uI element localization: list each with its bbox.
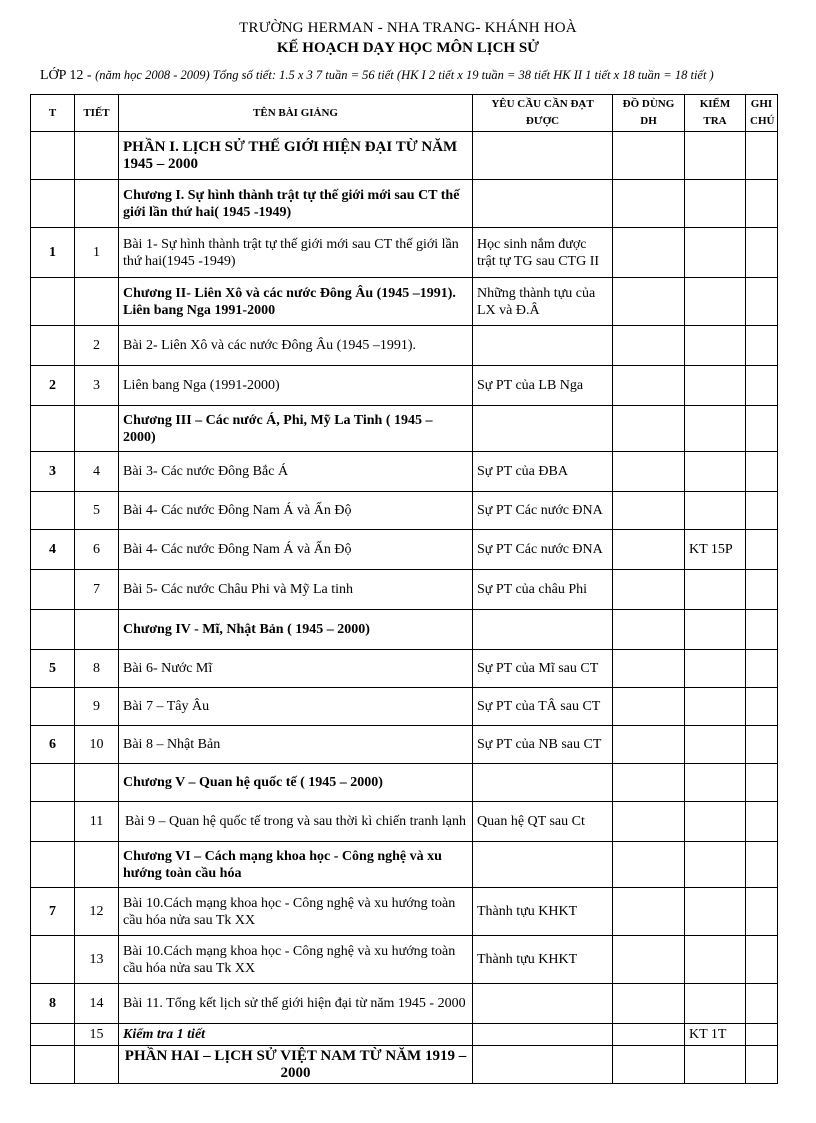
cell-lesson: Bài 3- Các nước Đông Bắc Á xyxy=(119,452,473,492)
cell-tools xyxy=(613,180,685,228)
table-row xyxy=(31,888,778,936)
cell-t xyxy=(31,842,75,888)
cell-requirement: Sự PT của NB sau CT xyxy=(473,726,613,764)
table-row xyxy=(31,278,778,326)
table-row xyxy=(31,570,778,610)
cell-note xyxy=(746,726,778,764)
cell-tools xyxy=(613,530,685,570)
table-row xyxy=(31,132,778,180)
school-name: TRƯỜNG HERMAN - NHA TRANG- KHÁNH HOÀ xyxy=(239,20,577,36)
table-row xyxy=(31,650,778,688)
cell-t xyxy=(31,326,75,366)
cell-tools xyxy=(613,326,685,366)
cell-note xyxy=(746,228,778,278)
cell-tiet xyxy=(75,132,119,180)
cell-requirement: Thành tựu KHKT xyxy=(473,936,613,984)
cell-requirement: Sự PT của TÂ sau CT xyxy=(473,688,613,726)
cell-test xyxy=(685,452,746,492)
col-header-lesson: TÊN BÀI GIẢNG xyxy=(119,95,473,132)
table-row xyxy=(31,228,778,278)
cell-test: KT 15P xyxy=(685,530,746,570)
cell-t: 6 xyxy=(31,726,75,764)
cell-note xyxy=(746,452,778,492)
cell-tiet xyxy=(75,278,119,326)
cell-requirement xyxy=(473,326,613,366)
cell-t xyxy=(31,492,75,530)
cell-tools xyxy=(613,764,685,802)
cell-lesson: Bài 9 – Quan hệ quốc tế trong và sau thời kì chiến tranh lạnh xyxy=(119,802,473,842)
cell-note xyxy=(746,180,778,228)
cell-tools xyxy=(613,366,685,406)
cell-note xyxy=(746,132,778,180)
cell-tools xyxy=(613,132,685,180)
cell-note xyxy=(746,936,778,984)
cell-note xyxy=(746,492,778,530)
cell-tools xyxy=(613,228,685,278)
cell-tiet: 13 xyxy=(75,936,119,984)
cell-lesson: Bài 1- Sự hình thành trật tự thế giới mới sau CT thế giới lần thứ hai(1945 -1949) xyxy=(119,228,473,278)
cell-tiet: 9 xyxy=(75,688,119,726)
cell-tools xyxy=(613,1046,685,1084)
cell-note xyxy=(746,570,778,610)
table-row xyxy=(31,842,778,888)
cell-test xyxy=(685,326,746,366)
cell-note xyxy=(746,802,778,842)
cell-tools xyxy=(613,452,685,492)
cell-test xyxy=(685,366,746,406)
cell-requirement: Quan hệ QT sau Ct xyxy=(473,802,613,842)
table-row xyxy=(31,180,778,228)
cell-tiet xyxy=(75,180,119,228)
cell-t: 5 xyxy=(31,650,75,688)
cell-tiet xyxy=(75,610,119,650)
cell-lesson: Bài 8 – Nhật Bản xyxy=(119,726,473,764)
cell-requirement xyxy=(473,180,613,228)
cell-tiet xyxy=(75,1046,119,1084)
cell-requirement xyxy=(473,1046,613,1084)
cell-t: 1 xyxy=(31,228,75,278)
cell-test xyxy=(685,936,746,984)
cell-requirement: Sự PT Các nước ĐNA xyxy=(473,492,613,530)
cell-lesson: Bài 11. Tổng kết lịch sử thế giới hiện đại từ năm 1945 - 2000 xyxy=(119,984,473,1024)
cell-requirement: Sự PT của ĐBA xyxy=(473,452,613,492)
col-header-note: GHI CHÚ xyxy=(746,95,778,132)
cell-note xyxy=(746,650,778,688)
cell-requirement: Sự PT Các nước ĐNA xyxy=(473,530,613,570)
cell-lesson: Bài 7 – Tây Âu xyxy=(119,688,473,726)
cell-tiet xyxy=(75,764,119,802)
cell-test xyxy=(685,406,746,452)
cell-test xyxy=(685,650,746,688)
cell-lesson: Kiểm tra 1 tiết xyxy=(119,1024,473,1046)
table-row xyxy=(31,326,778,366)
cell-note xyxy=(746,366,778,406)
cell-tools xyxy=(613,278,685,326)
cell-t xyxy=(31,406,75,452)
cell-tools xyxy=(613,492,685,530)
cell-tiet: 5 xyxy=(75,492,119,530)
cell-t xyxy=(31,180,75,228)
cell-t xyxy=(31,688,75,726)
cell-requirement xyxy=(473,842,613,888)
cell-lesson: Bài 2- Liên Xô và các nước Đông Âu (1945 –1991). xyxy=(119,326,473,366)
cell-note xyxy=(746,530,778,570)
cell-lesson: Chương II- Liên Xô và các nước Đông Âu (1945 –1991). Liên bang Nga 1991-2000 xyxy=(119,278,473,326)
table-row xyxy=(31,764,778,802)
cell-lesson: PHẦN HAI – LỊCH SỬ VIỆT NAM TỪ NĂM 1919 – 2000 xyxy=(119,1046,473,1084)
cell-lesson: Chương VI – Cách mạng khoa học - Công nghệ và xu hướng toàn cầu hóa xyxy=(119,842,473,888)
cell-tiet: 7 xyxy=(75,570,119,610)
cell-test xyxy=(685,764,746,802)
cell-tiet: 1 xyxy=(75,228,119,278)
cell-tiet: 3 xyxy=(75,366,119,406)
cell-t xyxy=(31,278,75,326)
cell-t xyxy=(31,936,75,984)
cell-note xyxy=(746,1046,778,1084)
cell-test xyxy=(685,492,746,530)
col-header-tools: ĐỒ DÙNG DH xyxy=(613,95,685,132)
cell-t: 3 xyxy=(31,452,75,492)
cell-note xyxy=(746,984,778,1024)
table-header-row xyxy=(31,95,778,132)
table-row xyxy=(31,610,778,650)
cell-lesson: Bài 5- Các nước Châu Phi và Mỹ La tinh xyxy=(119,570,473,610)
cell-t: 7 xyxy=(31,888,75,936)
cell-note xyxy=(746,1024,778,1046)
cell-lesson: Bài 4- Các nước Đông Nam Á và Ấn Độ xyxy=(119,530,473,570)
cell-tools xyxy=(613,888,685,936)
cell-t xyxy=(31,610,75,650)
cell-tiet: 8 xyxy=(75,650,119,688)
cell-lesson: Bài 10.Cách mạng khoa học - Công nghệ và xu hướng toàn cầu hóa nửa sau Tk XX xyxy=(119,888,473,936)
cell-requirement xyxy=(473,132,613,180)
cell-t xyxy=(31,570,75,610)
cell-tools xyxy=(613,726,685,764)
table-row xyxy=(31,406,778,452)
cell-lesson: Chương V – Quan hệ quốc tế ( 1945 – 2000) xyxy=(119,764,473,802)
cell-lesson: Bài 10.Cách mạng khoa học - Công nghệ và xu hướng toàn cầu hóa nửa sau Tk XX xyxy=(119,936,473,984)
cell-tiet: 6 xyxy=(75,530,119,570)
lesson-plan-table xyxy=(30,94,778,1084)
col-header-t: T xyxy=(31,95,75,132)
cell-tools xyxy=(613,936,685,984)
cell-note xyxy=(746,610,778,650)
cell-note xyxy=(746,326,778,366)
cell-tools xyxy=(613,610,685,650)
cell-test xyxy=(685,726,746,764)
cell-note xyxy=(746,278,778,326)
plan-subtitle xyxy=(40,68,714,84)
cell-tiet: 14 xyxy=(75,984,119,1024)
cell-tiet: 2 xyxy=(75,326,119,366)
cell-tiet xyxy=(75,406,119,452)
col-header-test: KIỂM TRA xyxy=(685,95,746,132)
cell-t xyxy=(31,1046,75,1084)
cell-t xyxy=(31,802,75,842)
cell-tools xyxy=(613,688,685,726)
table-row xyxy=(31,936,778,984)
grade-label: LỚP 12 - xyxy=(40,68,96,83)
cell-tiet xyxy=(75,842,119,888)
cell-note xyxy=(746,764,778,802)
cell-requirement: Học sinh nắm được trật tự TG sau CTG II xyxy=(473,228,613,278)
cell-requirement xyxy=(473,1024,613,1046)
table-row xyxy=(31,688,778,726)
cell-requirement: Sự PT của Mĩ sau CT xyxy=(473,650,613,688)
col-header-tiet: TIẾT xyxy=(75,95,119,132)
table-row xyxy=(31,726,778,764)
table-row xyxy=(31,1046,778,1084)
cell-tools xyxy=(613,802,685,842)
cell-test xyxy=(685,984,746,1024)
cell-t: 8 xyxy=(31,984,75,1024)
cell-lesson: Bài 4- Các nước Đông Nam Á và Ấn Độ xyxy=(119,492,473,530)
cell-lesson: Liên bang Nga (1991-2000) xyxy=(119,366,473,406)
cell-tools xyxy=(613,842,685,888)
cell-note xyxy=(746,688,778,726)
table-row xyxy=(31,984,778,1024)
cell-requirement: Sự PT của LB Nga xyxy=(473,366,613,406)
table-row xyxy=(31,492,778,530)
cell-test xyxy=(685,180,746,228)
cell-test: KT 1T xyxy=(685,1024,746,1046)
table-row xyxy=(31,530,778,570)
cell-note xyxy=(746,842,778,888)
table-row xyxy=(31,802,778,842)
col-header-requirement: YÊU CẦU CẦN ĐẠT ĐƯỢC xyxy=(473,95,613,132)
cell-lesson: Bài 6- Nước Mĩ xyxy=(119,650,473,688)
cell-tiet: 15 xyxy=(75,1024,119,1046)
cell-tiet: 12 xyxy=(75,888,119,936)
table-body xyxy=(31,132,778,1084)
cell-test xyxy=(685,688,746,726)
cell-tiet: 10 xyxy=(75,726,119,764)
cell-t xyxy=(31,132,75,180)
cell-t xyxy=(31,764,75,802)
cell-test xyxy=(685,278,746,326)
plan-details: (năm học 2008 - 2009) Tổng số tiết: 1.5 x 3 7 tuần = 56 tiết (HK I 2 tiết x 19 tuần = 38 tiết HK II 1 tiết x 18 tuần = 18 tiết ) xyxy=(95,68,714,82)
cell-requirement: Sự PT của châu Phi xyxy=(473,570,613,610)
cell-test xyxy=(685,802,746,842)
cell-test xyxy=(685,842,746,888)
cell-requirement xyxy=(473,984,613,1024)
cell-requirement: Thành tựu KHKT xyxy=(473,888,613,936)
document-title: KẾ HOẠCH DẠY HỌC MÔN LỊCH SỬ xyxy=(276,40,540,56)
cell-t: 4 xyxy=(31,530,75,570)
cell-tools xyxy=(613,984,685,1024)
cell-lesson: Chương I. Sự hình thành trật tự thế giới mới sau CT thế giới lần thứ hai( 1945 -1949) xyxy=(119,180,473,228)
cell-note xyxy=(746,406,778,452)
cell-note xyxy=(746,888,778,936)
cell-t: 2 xyxy=(31,366,75,406)
cell-lesson: Chương III – Các nước Á, Phi, Mỹ La Tinh ( 1945 – 2000) xyxy=(119,406,473,452)
cell-lesson: Chương IV - Mĩ, Nhật Bản ( 1945 – 2000) xyxy=(119,610,473,650)
cell-tools xyxy=(613,570,685,610)
cell-requirement xyxy=(473,764,613,802)
cell-requirement xyxy=(473,406,613,452)
cell-test xyxy=(685,1046,746,1084)
cell-lesson: PHẦN I. LỊCH SỬ THẾ GIỚI HIỆN ĐẠI TỪ NĂM 1945 – 2000 xyxy=(119,132,473,180)
cell-tiet: 4 xyxy=(75,452,119,492)
cell-requirement xyxy=(473,610,613,650)
cell-test xyxy=(685,610,746,650)
cell-tools xyxy=(613,406,685,452)
cell-test xyxy=(685,570,746,610)
table-row xyxy=(31,1024,778,1046)
cell-test xyxy=(685,132,746,180)
cell-test xyxy=(685,228,746,278)
cell-tools xyxy=(613,1024,685,1046)
cell-tools xyxy=(613,650,685,688)
cell-test xyxy=(685,888,746,936)
table-row xyxy=(31,366,778,406)
cell-t xyxy=(31,1024,75,1046)
cell-requirement: Những thành tựu của LX và Đ.Â xyxy=(473,278,613,326)
cell-tiet: 11 xyxy=(75,802,119,842)
table-row xyxy=(31,452,778,492)
